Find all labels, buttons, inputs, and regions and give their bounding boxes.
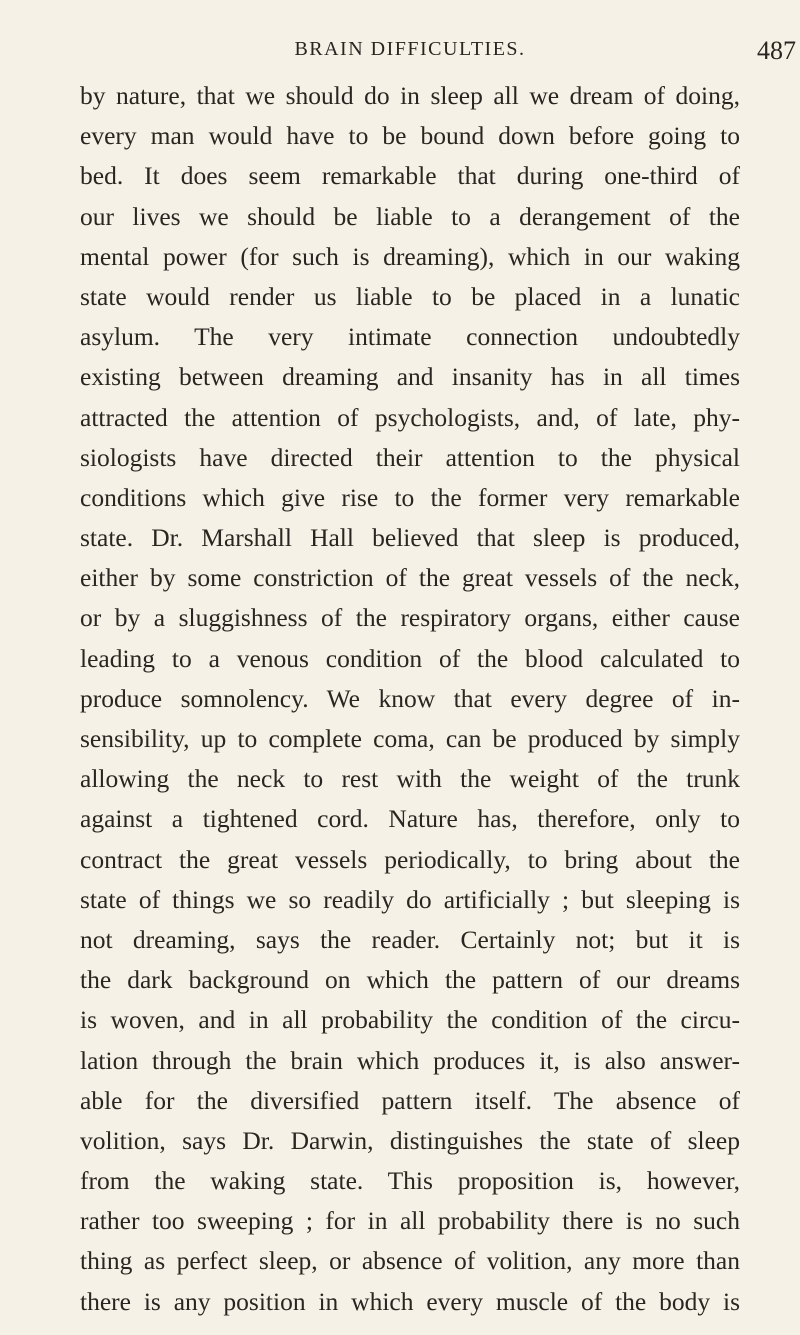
text-line: our lives we should be liable to a derangement of the [80,201,740,231]
text-line: state would render us liable to be placed in a lunatic [80,281,740,311]
text-line: every man would have to be bound down before going to [80,121,740,151]
text-line: existing between dreaming and insanity has in all times [80,362,740,392]
text-line: volition, says Dr. Darwin, distinguishes the state of sleep [80,1125,740,1155]
text-line: thing as perfect sleep, or absence of volition, any more than [80,1246,740,1276]
text-line: the dark background on which the pattern of our dreams [80,965,740,995]
text-line: attracted the attention of psychologists, and, of late, phy- [80,402,740,432]
text-line: produce somnolency. We know that every degree of in- [80,683,740,713]
text-line: state of things we so readily do artificially ; but sleeping is [80,884,740,914]
text-line: from the waking state. This proposition is, however, [80,1166,740,1196]
text-line: siologists have directed their attention to the physical [80,442,740,472]
running-title: BRAIN DIFFICULTIES. [294,38,526,60]
text-line: asylum. The very intimate connection undoubtedly [80,322,740,352]
text-line: bed. It does seem remarkable that during one-third of [80,161,740,191]
text-line: lation through the brain which produces it, is also answer- [80,1045,740,1075]
text-line: against a tightened cord. Nature has, therefore, only to [80,804,740,834]
text-line: there is any position in which every muscle of the body is [80,1286,740,1316]
text-line: rather too sweeping ; for in all probability there is no such [80,1206,740,1236]
text-line: not dreaming, says the reader. Certainly not; but it is [80,924,740,954]
text-line: either by some constriction of the great vessels of the neck, [80,563,740,593]
text-line: is woven, and in all probability the condition of the circu- [80,1005,740,1035]
text-line: or by a sluggishness of the respiratory organs, either cause [80,603,740,633]
body-text [80,76,740,1322]
text-line: allowing the neck to rest with the weight of the trunk [80,764,740,794]
text-line: state. Dr. Marshall Hall believed that sleep is produced, [80,523,740,553]
text-line: mental power (for such is dreaming), which in our waking [80,241,740,271]
text-line: leading to a venous condition of the blood calculated to [80,643,740,673]
text-line: contract the great vessels periodically, to bring about the [80,844,740,874]
running-head [80,36,796,74]
text-line: sensibility, up to complete coma, can be produced by simply [80,724,740,753]
text-line: conditions which give rise to the former very remarkable [80,482,740,512]
text-line: able for the diversified pattern itself. The absence of [80,1085,740,1115]
text-line: by nature, that we should do in sleep all we dream of doing, [80,81,740,110]
page-number: 487 [757,36,796,65]
